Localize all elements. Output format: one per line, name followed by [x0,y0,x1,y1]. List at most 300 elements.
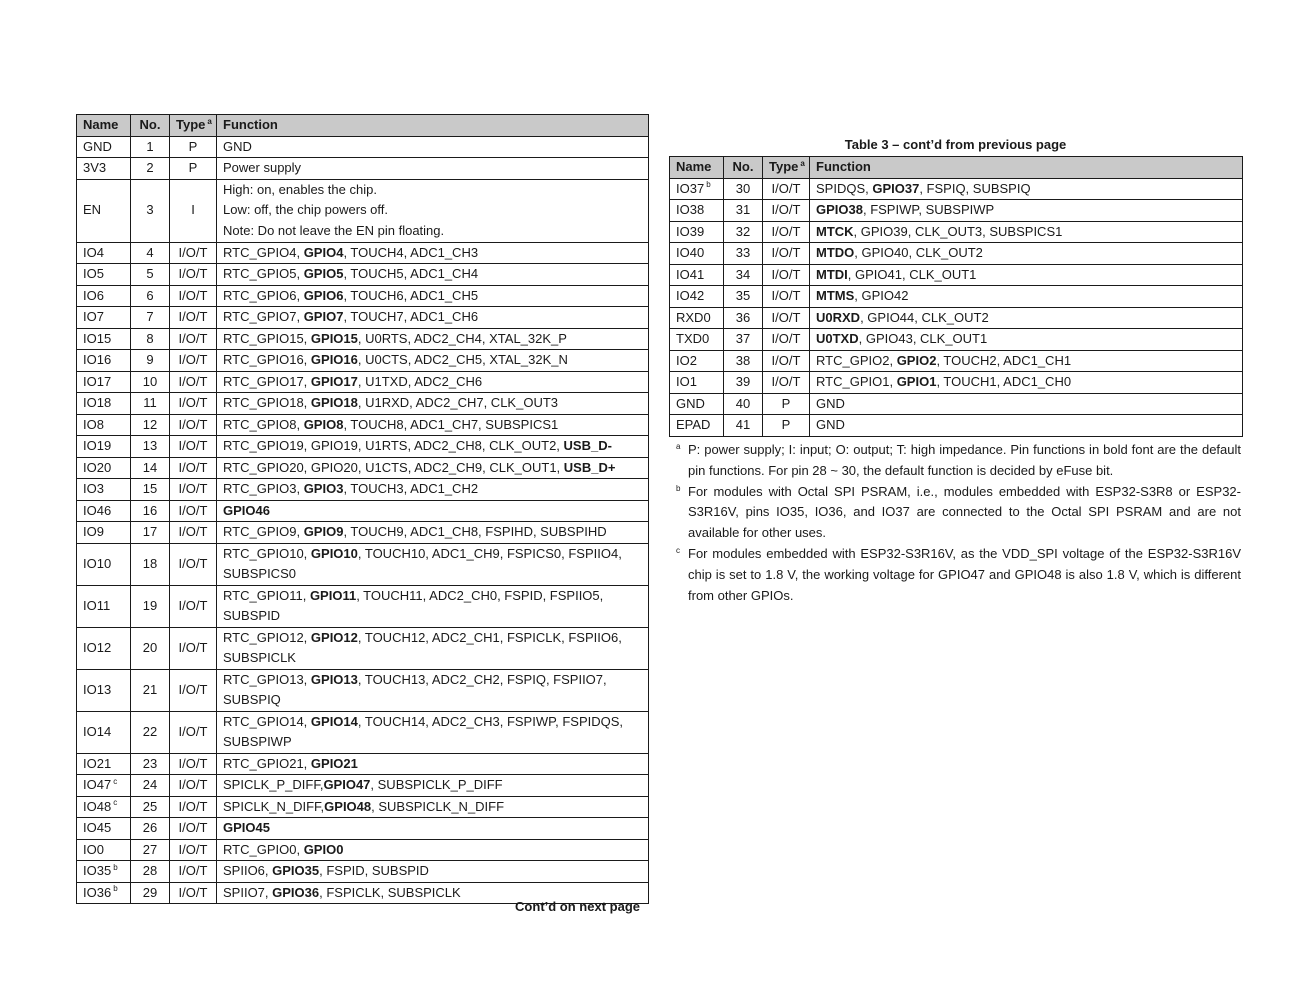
footnote-ref: b [113,862,118,872]
function-text: , TOUCH13, ADC2_CH2, FSPIQ, FSPIIO7, SUBSPIQ [223,671,607,707]
pin-number: 13 [131,436,170,458]
default-function: GPIO6 [303,287,344,303]
pin-number: 28 [131,861,170,883]
pin-number: 37 [724,329,763,351]
pin-name-cell [77,242,131,264]
pin-name: IO38 [676,202,705,217]
function-text: SPICLK_N_DIFF, [223,798,325,814]
pin-type: P [170,136,217,158]
pin-name-cell [77,500,131,522]
table-row [77,500,649,522]
pin-function [217,543,649,585]
pin-function [217,393,649,415]
pin-name: IO46 [83,502,112,518]
pin-number: 8 [131,328,170,350]
pin-type: I/O/T [170,500,217,522]
function-text: , TOUCH5, ADC1_CH4 [343,266,479,281]
pin-number: 12 [131,414,170,436]
footnote-mark: b [676,483,681,493]
default-function: GPIO48 [324,798,372,814]
pin-name: IO17 [83,373,112,389]
pin-name: IO41 [676,266,705,282]
pin-function [217,179,649,242]
pin-name: IO8 [83,416,104,432]
function-text: RTC_GPIO9, [223,524,304,539]
table-row [77,669,649,711]
header-name: Name [670,157,724,179]
pin-number: 5 [131,264,170,286]
pin-number: 4 [131,242,170,264]
table-row [77,242,649,264]
function-line: Low: off, the chip powers off. [223,202,389,218]
function-text: , U0RTS, ADC2_CH4, XTAL_32K_P [357,330,567,346]
header-function: Function [217,115,649,137]
pin-function [217,328,649,350]
function-text: RTC_GPIO12, [223,629,311,645]
footnote-text: For modules with Octal SPI PSRAM, i.e., modules embedded with ESP32-S3R8 or ESP32-S3R16V, pins IO35, IO36, and IO37 are connected to the Octal SPI PSRAM and are not available for other uses. [688,483,1241,541]
pin-name-cell [670,286,724,308]
pin-name: IO21 [83,755,112,771]
function-text: , TOUCH4, ADC1_CH3 [343,244,479,260]
table-row [670,372,1243,394]
pin-name-cell [670,415,724,437]
pin-type: I/O/T [763,329,810,351]
function-text: , SUBSPICLK_N_DIFF [371,798,505,814]
pin-type: I/O/T [170,882,217,904]
table-row [77,711,649,753]
function-text: , FSPIWP, SUBSPIWP [862,202,995,217]
pin-function [810,415,1243,437]
function-text: RTC_GPIO21, [223,755,311,771]
pin-name: RXD0 [676,309,711,325]
table-row [670,286,1243,308]
function-text: GND [816,395,845,411]
table-caption: Table 3 – cont’d from previous page [844,137,1067,152]
function-text: SPIIO6, [223,863,273,878]
pin-name-cell [77,393,131,415]
function-text: RTC_GPIO10, [223,545,311,561]
pin-type: I/O/T [763,350,810,372]
pin-name: IO12 [83,639,112,655]
pin-function [217,585,649,627]
pin-table-left-body [77,136,649,904]
footnotes [676,440,1241,606]
pin-name: IO45 [83,820,112,835]
pin-number: 18 [131,543,170,585]
pin-type: I [170,179,217,242]
pin-table-right [669,156,1243,437]
function-text: RTC_GPIO19, GPIO19, U1RTS, ADC2_CH8, CLK_OUT2, [223,438,564,453]
table-row [77,350,649,372]
default-function: GPIO1 [896,374,937,389]
pin-name-cell [670,372,724,394]
pin-function [217,414,649,436]
header-function: Function [810,157,1243,179]
table-row [77,158,649,180]
table-row [77,307,649,329]
pin-number: 38 [724,350,763,372]
function-text: GND [223,138,252,154]
pin-function [810,350,1243,372]
function-text: RTC_GPIO14, [223,713,311,729]
header-type: Type $^a$ [170,115,217,137]
table-row [670,307,1243,329]
pin-function [810,200,1243,222]
pin-name-cell [77,818,131,840]
function-text: RTC_GPIO8, [223,416,304,432]
pin-name: 3V3 [83,160,107,175]
pin-name-cell [77,585,131,627]
pin-number: 10 [131,371,170,393]
pin-function [217,436,649,458]
pin-name: IO15 [83,330,112,346]
pin-name-cell [77,753,131,775]
function-text: , TOUCH14, ADC2_CH3, FSPIWP, FSPIDQS, SUBSPIWP [223,713,624,749]
pin-name: EN [83,202,102,218]
function-text: , TOUCH8, ADC1_CH7, SUBSPICS1 [343,416,559,432]
table-row [77,264,649,286]
pin-type: I/O/T [170,307,217,329]
function-text: , GPIO40, CLK_OUT2 [854,245,983,260]
footnote-ref: b [706,180,711,190]
pin-function [810,307,1243,329]
pin-type: I/O/T [170,522,217,544]
default-function: MTCK [816,223,854,239]
pin-type: I/O/T [763,221,810,243]
pin-type: P [170,158,217,180]
pin-number: 11 [131,393,170,415]
pin-type: I/O/T [170,242,217,264]
pin-number: 35 [724,286,763,308]
pin-number: 16 [131,500,170,522]
pin-type: I/O/T [170,371,217,393]
pin-number: 3 [131,179,170,242]
default-function: GPIO37 [872,180,920,196]
pin-name-cell [670,243,724,265]
default-function: GPIO36 [272,884,320,900]
pin-type: P [763,415,810,437]
pin-name-cell [670,350,724,372]
pin-name-cell [77,136,131,158]
pin-name-cell [77,627,131,669]
default-function: GPIO18 [310,395,358,410]
table-row [77,328,649,350]
default-function: GPIO4 [303,244,344,260]
pin-function [217,264,649,286]
table-row [670,221,1243,243]
pin-function [217,457,649,479]
default-function: GPIO16 [310,352,358,367]
pin-type: I/O/T [763,286,810,308]
pin-number: 36 [724,307,763,329]
pin-function [217,371,649,393]
pin-type: P [763,393,810,415]
table-row [77,585,649,627]
footnote-text: For modules embedded with ESP32-S3R16V, as the VDD_SPI voltage of the ESP32-S3R16V chip is set to 1.8 V, the working voltage for GPIO47 and GPIO48 is also 1.8 V, which is different from other GPIOs. [688,545,1241,603]
function-text: GND [816,417,845,432]
pin-type: I/O/T [170,753,217,775]
table-row [670,178,1243,200]
pin-function [217,479,649,501]
default-function: USB_D+ [563,459,616,475]
function-text: RTC_GPIO13, [223,671,311,687]
pin-name-cell [77,285,131,307]
pin-type: I/O/T [170,775,217,797]
function-text: RTC_GPIO4, [223,244,304,260]
pin-number: 2 [131,158,170,180]
pin-name: IO14 [83,723,112,739]
pin-name-cell [670,393,724,415]
table-row [670,393,1243,415]
pin-name: IO4 [83,244,104,260]
pin-name: IO13 [83,681,112,697]
pin-number: 41 [724,415,763,437]
function-text: , GPIO41, CLK_OUT1 [847,266,977,282]
pin-type: I/O/T [170,457,217,479]
pin-name-cell [77,414,131,436]
pin-type: I/O/T [763,307,810,329]
footnote-mark: c [676,545,680,555]
pin-function [217,839,649,861]
pin-name: IO11 [83,597,111,613]
pin-name: IO10 [83,555,112,571]
function-text: , GPIO43, CLK_OUT1 [858,331,988,346]
pin-name: IO16 [83,352,112,367]
pin-name-cell [77,457,131,479]
function-text: , SUBSPICLK_P_DIFF [370,777,503,792]
pin-name-cell [77,861,131,883]
pin-function [810,221,1243,243]
pin-number: 21 [131,669,170,711]
pin-function [217,500,649,522]
function-text: RTC_GPIO17, [223,373,311,389]
footnote-ref: c [113,798,118,808]
default-function: GPIO12 [310,629,358,645]
table-header-row [670,157,1243,179]
pin-name: IO40 [676,245,705,260]
function-text: , TOUCH6, ADC1_CH5 [343,287,479,303]
function-line: High: on, enables the chip. [223,181,377,197]
pin-type: I/O/T [170,350,217,372]
function-text: RTC_GPIO11, [223,587,310,603]
table-row [77,839,649,861]
pin-name: TXD0 [676,331,710,346]
pin-name: IO48 [83,798,112,814]
default-function: GPIO15 [310,330,358,346]
pin-function [217,136,649,158]
pin-number: 29 [131,882,170,904]
function-text: SPICLK_P_DIFF, [223,777,324,792]
function-text: , GPIO44, CLK_OUT2 [860,309,989,325]
pin-number: 9 [131,350,170,372]
pin-function [217,285,649,307]
pin-number: 32 [724,221,763,243]
pin-name-cell [77,796,131,818]
pin-function [217,711,649,753]
pin-name-cell [77,711,131,753]
pin-function [217,627,649,669]
pin-name-cell [77,669,131,711]
pin-name-cell [670,307,724,329]
default-function: GPIO8 [303,416,344,432]
pin-name-cell [77,350,131,372]
table-row [77,285,649,307]
pin-name-cell [77,307,131,329]
pin-name: IO37 [676,180,705,196]
header-type: Type $^a$ [763,157,810,179]
function-text: , TOUCH3, ADC1_CH2 [343,481,479,496]
function-text: RTC_GPIO16, [223,352,311,367]
header-no: No. [724,157,763,179]
pin-function [217,350,649,372]
pin-type: I/O/T [170,414,217,436]
function-text: RTC_GPIO5, [223,266,304,281]
table-row [77,627,649,669]
pin-table-right-body [670,178,1243,436]
table-row [77,393,649,415]
table-row [77,861,649,883]
pin-type: I/O/T [170,711,217,753]
pin-type: I/O/T [763,200,810,222]
function-text: , TOUCH10, ADC1_CH9, FSPICS0, FSPIIO4, SUBSPICS0 [223,545,622,581]
pin-name: IO35 [83,863,112,878]
pin-function [810,393,1243,415]
function-text: , FSPID, SUBSPID [319,863,429,878]
pin-type: I/O/T [170,839,217,861]
function-text: RTC_GPIO2, [816,352,897,368]
pin-table-left [76,114,649,904]
pin-name: GND [83,138,112,154]
function-text: RTC_GPIO3, [223,481,304,496]
default-function: GPIO38 [816,202,863,217]
pin-number: 33 [724,243,763,265]
pin-number: 40 [724,393,763,415]
pin-name: IO0 [83,841,104,857]
pin-number: 23 [131,753,170,775]
table-row [670,350,1243,372]
footnote-ref: c [113,776,118,786]
pin-name-cell [670,264,724,286]
pin-name-cell [77,436,131,458]
pin-name-cell [77,775,131,797]
pin-number: 20 [131,627,170,669]
pin-function [217,861,649,883]
default-function: GPIO2 [896,352,937,368]
pin-type: I/O/T [170,669,217,711]
function-text: , TOUCH11, ADC2_CH0, FSPID, FSPIIO5, SUBSPID [223,587,604,623]
pin-type: I/O/T [763,243,810,265]
default-function: GPIO10 [310,545,358,561]
default-function: U0RXD [816,309,861,325]
function-text: , TOUCH9, ADC1_CH8, FSPIHD, SUBSPIHD [343,524,607,539]
pin-type: I/O/T [170,436,217,458]
pin-name: IO47 [83,777,112,792]
pin-name-cell [77,179,131,242]
pin-name: IO2 [676,352,697,368]
function-line: Note: Do not leave the EN pin floating. [223,222,445,238]
function-text: SPIDQS, [816,180,873,196]
function-text: , TOUCH2, ADC1_CH1 [936,352,1072,368]
default-function: GPIO11 [309,587,357,603]
pin-function [810,286,1243,308]
pin-function [217,796,649,818]
table-row [77,179,649,242]
table-row [77,522,649,544]
pin-type: I/O/T [170,585,217,627]
table-row [77,753,649,775]
footnote-text: P: power supply; I: input; O: output; T: high impedance. Pin functions in bold font are the default pin functions. For pin 28 ~ 30, the default function is decided by eFuse bit. [688,442,1241,478]
pin-name-cell [77,328,131,350]
pin-type: I/O/T [763,372,810,394]
pin-name-cell [77,479,131,501]
pin-name: GND [676,395,705,411]
function-text: , U1RXD, ADC2_CH7, CLK_OUT3 [357,395,558,410]
pin-name-cell [77,522,131,544]
function-text: , U1TXD, ADC2_CH6 [357,373,483,389]
table-row [670,200,1243,222]
default-function: GPIO35 [272,863,320,878]
pin-number: 6 [131,285,170,307]
pin-number: 7 [131,307,170,329]
table-row [670,329,1243,351]
pin-name: IO36 [83,884,112,900]
pin-name: IO42 [676,288,705,303]
default-function: GPIO3 [303,481,344,496]
pin-type: I/O/T [170,328,217,350]
pin-function [810,178,1243,200]
pin-function [217,307,649,329]
continued-next-page-note: Cont’d on next page [515,899,640,914]
pin-type: I/O/T [170,264,217,286]
pin-number: 14 [131,457,170,479]
pin-name-cell [77,839,131,861]
pin-name-cell [77,264,131,286]
pin-type: I/O/T [763,264,810,286]
table-row [670,243,1243,265]
pin-name: IO1 [676,374,697,389]
pin-type: I/O/T [170,861,217,883]
function-text: RTC_GPIO18, [223,395,311,410]
function-text: RTC_GPIO6, [223,287,304,303]
footnote-b [676,482,1241,544]
function-text: RTC_GPIO15, [223,330,311,346]
pin-number: 15 [131,479,170,501]
default-function: MTDO [816,245,855,260]
table-row [670,415,1243,437]
pin-function [217,753,649,775]
pin-name-cell [77,158,131,180]
pin-function [217,818,649,840]
pin-function [217,158,649,180]
table-row [77,136,649,158]
default-function: GPIO14 [310,713,358,729]
pin-name: IO9 [83,524,104,539]
pin-type: I/O/T [170,543,217,585]
default-function: GPIO17 [310,373,358,389]
default-function: MTDI [816,266,848,282]
default-function: GPIO9 [303,524,344,539]
table-row [77,371,649,393]
pin-function [217,775,649,797]
pin-number: 31 [724,200,763,222]
pin-function [217,522,649,544]
pin-function [810,372,1243,394]
default-function: GPIO21 [310,755,358,771]
pin-name: IO3 [83,481,104,496]
pin-number: 26 [131,818,170,840]
function-text: Power supply [223,160,302,175]
pin-type: I/O/T [170,796,217,818]
